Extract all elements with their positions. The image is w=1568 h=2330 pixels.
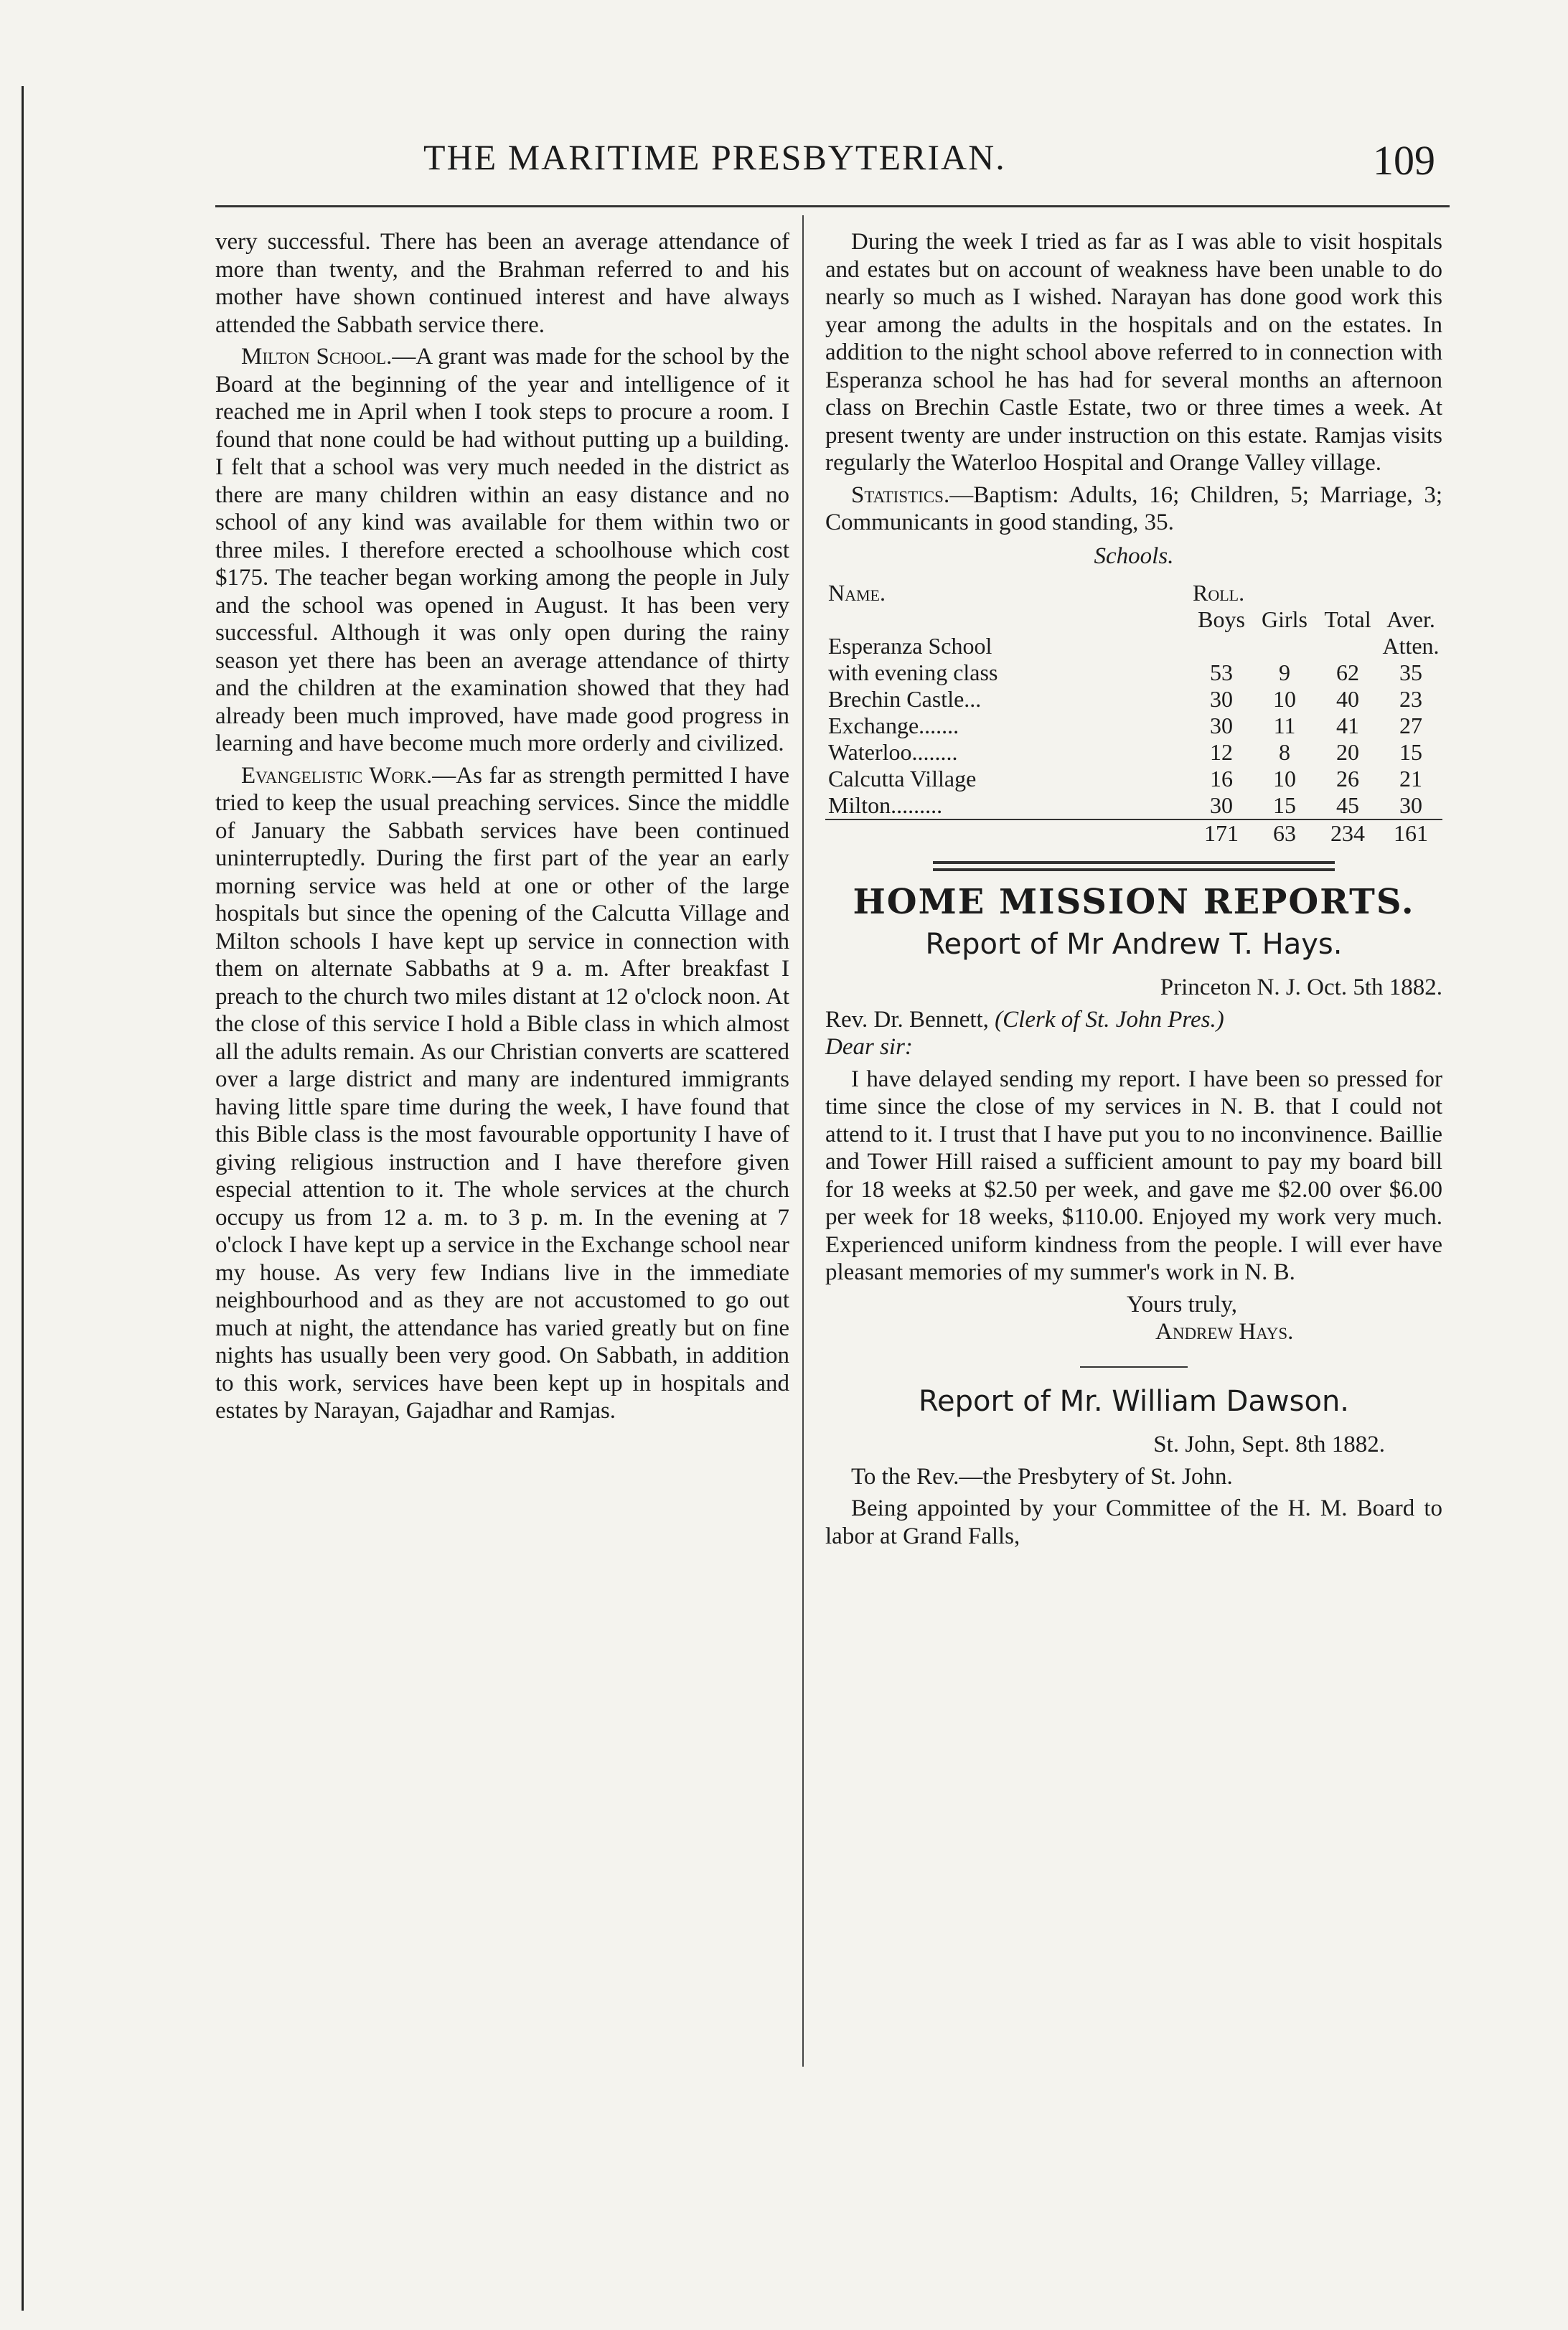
row-name: Esperanza School bbox=[828, 633, 992, 659]
running-title: THE MARITIME PRESBYTERIAN. bbox=[423, 137, 1006, 177]
total-boys: 171 bbox=[1190, 819, 1253, 847]
total-atten: 161 bbox=[1379, 819, 1442, 847]
table-row: Milton......... 30 15 45 30 bbox=[825, 792, 1442, 819]
paragraph-milton-school bbox=[215, 343, 789, 758]
table-header-row-2 bbox=[825, 606, 1442, 633]
row-name: Exchange....... bbox=[828, 713, 959, 738]
header-girls: Girls bbox=[1262, 606, 1308, 632]
paragraph-statistics bbox=[825, 481, 1442, 537]
report-addressee: To the Rev.—the Presbytery of St. John. bbox=[851, 1463, 1233, 1490]
report-title-hays: Report of Mr Andrew T. Hays. bbox=[925, 927, 1343, 961]
table-row: with evening class 53 9 62 35 bbox=[825, 659, 1442, 686]
table-row: Calcutta Village 16 10 26 21 bbox=[825, 766, 1442, 792]
header-rule bbox=[215, 205, 1450, 207]
row-name: Brechin Castle... bbox=[828, 686, 982, 712]
header-name: Name. bbox=[828, 580, 886, 606]
table-row: Exchange....... 30 11 41 27 bbox=[825, 713, 1442, 739]
table-header-row-1 bbox=[825, 580, 1442, 606]
paragraph-continuation: very successful. There has been an average attendance of more than twenty, and the Brahman referred to and his mother have shown continued interest and have always attended the Sabbath service there. bbox=[215, 229, 789, 338]
evangelistic-work-body: —As far as strength permitted I have tried to keep the usual preaching services. Since the middle of January the Sabbath services have been continued uninterruptedly. During the first part of the year an early morning service was held at one or other of the large hospitals but since the opening of the Calcutta Village and Milton schools I have kept up service in connection with them on alternate Sabbaths at 9 a. m. After breakfast I preach to the church two miles distant at 12 o'clock noon. At the close of this service I hold a Bible class in which almost all the adults remain. As our Christian converts are scattered over a large district and many are indentured immigrants having little spare time during the week, I have found that this Bible class is the most favourable opportunity I have of giving religious instruction and I have therefore given especial attention to it. The whole services at the church occupy us from 12 a. m. to 3 p. m. In the evening at 7 o'clock I have kept up a service in the Exchange school near my house. As very few Indians live in the immediate neighbourhood and as they are not accustomed to go out much at night, the attendance has varied greatly but on fine nights has usually been very good. On Sabbath, in addition to this work, services have been kept up in hospitals and estates by Narayan, Gajadhar and Ramjas. bbox=[215, 762, 789, 1424]
report-separator bbox=[1080, 1366, 1188, 1368]
page-number: 109 bbox=[1373, 137, 1435, 184]
report-signature: Andrew Hays. bbox=[1155, 1319, 1294, 1345]
report-dateline: Princeton N. J. Oct. 5th 1882. bbox=[1160, 974, 1442, 1000]
table-row: Brechin Castle... 30 10 40 23 bbox=[825, 686, 1442, 713]
row-name: Milton......... bbox=[828, 792, 943, 818]
report-addressee: Rev. Dr. Bennett, (Clerk of St. John Pres.) bbox=[825, 1006, 1224, 1033]
row-name: Waterloo........ bbox=[828, 739, 958, 765]
header-aver: Aver. bbox=[1386, 606, 1435, 632]
section-heading: HOME MISSION REPORTS. bbox=[853, 882, 1415, 922]
table-row: Waterloo........ 12 8 20 15 bbox=[825, 739, 1442, 766]
report-closing: Yours truly, bbox=[1127, 1291, 1238, 1317]
left-column bbox=[215, 228, 789, 1429]
statistics-body: —Baptism: Adults, 16; Children, 5; Marriage, 3; Communicants in good standing, 35. bbox=[825, 481, 1442, 535]
report-salutation: Dear sir: bbox=[825, 1034, 913, 1060]
milton-school-heading: Milton School. bbox=[241, 344, 393, 370]
page-edge-line bbox=[22, 86, 24, 2311]
right-column bbox=[825, 228, 1442, 1554]
milton-school-body: —A grant was made for the school by the Board at the beginning of the year and intelligence of it reached me in April when I took steps to procure a room. I found that none could be had without putting up a building. I felt that a school was very much needed in the district as there are many children within an easy distance and no school of any kind was available for them within two or three miles. I therefore erected a schoolhouse which cost $175. The teacher began working among the people in July and the school was opened in August. It has been very successful. Although it was only open during the rainy season yet there has been an average attendance of thirty and the children at the examination showed that they had already been much improved, have made good progress in learning and have become much more orderly and civilized. bbox=[215, 344, 789, 756]
table-row bbox=[825, 633, 1442, 659]
total-total: 234 bbox=[1316, 819, 1379, 847]
header-roll: Roll. bbox=[1193, 580, 1245, 606]
report-body: Being appointed by your Committee of the H. M. Board to labor at Grand Falls, bbox=[825, 1495, 1442, 1549]
table-totals-row bbox=[825, 819, 1442, 847]
paragraph-evangelistic-work bbox=[215, 762, 789, 1425]
evangelistic-work-heading: Evangelistic Work. bbox=[241, 762, 433, 789]
header-boys: Boys bbox=[1198, 606, 1245, 632]
statistics-heading: Statistics. bbox=[851, 481, 950, 508]
header-total: Total bbox=[1324, 606, 1371, 632]
page-header bbox=[215, 136, 1435, 201]
schools-table bbox=[825, 580, 1442, 847]
report-dateline: St. John, Sept. 8th 1882. bbox=[1153, 1432, 1385, 1457]
paragraph-week-visits: During the week I tried as far as I was able to visit hospitals and estates but on account of weakness have been unable to do nearly so much as I wished. Narayan has done good work this year among the adults in the hospitals and on the estates. In addition to the night school above referred to in connection with Esperanza school he has had for several months an afternoon class on Brechin Castle Estate, two or three times a week. At present twenty are under instruction on this estate. Ramjas visits regularly the Waterloo Hospital and Orange Valley village. bbox=[825, 229, 1442, 476]
schools-title: Schools. bbox=[1094, 542, 1174, 569]
total-girls: 63 bbox=[1253, 819, 1316, 847]
report-title-dawson: Report of Mr. William Dawson. bbox=[918, 1384, 1350, 1418]
column-divider bbox=[802, 215, 804, 2067]
header-atten: Atten. bbox=[1382, 633, 1440, 659]
row-name: Calcutta Village bbox=[828, 766, 977, 791]
section-double-rule bbox=[933, 861, 1335, 871]
report-body: I have delayed sending my report. I have been so pressed for time since the close of my services in N. B. that I could not attend to it. I trust that I have put you to no inconvinence. Baillie and Tower Hill raised a sufficient amount to pay my board bill for 18 weeks at $2.50 per week, and gave me $2.00 over $6.00 per week for 18 weeks, $110.00. Enjoyed my work very much. Experienced uniform kindness from the people. I will ever have pleasant memories of my summer's work in N. B. bbox=[825, 1066, 1442, 1285]
row-name: with evening class bbox=[828, 659, 998, 685]
